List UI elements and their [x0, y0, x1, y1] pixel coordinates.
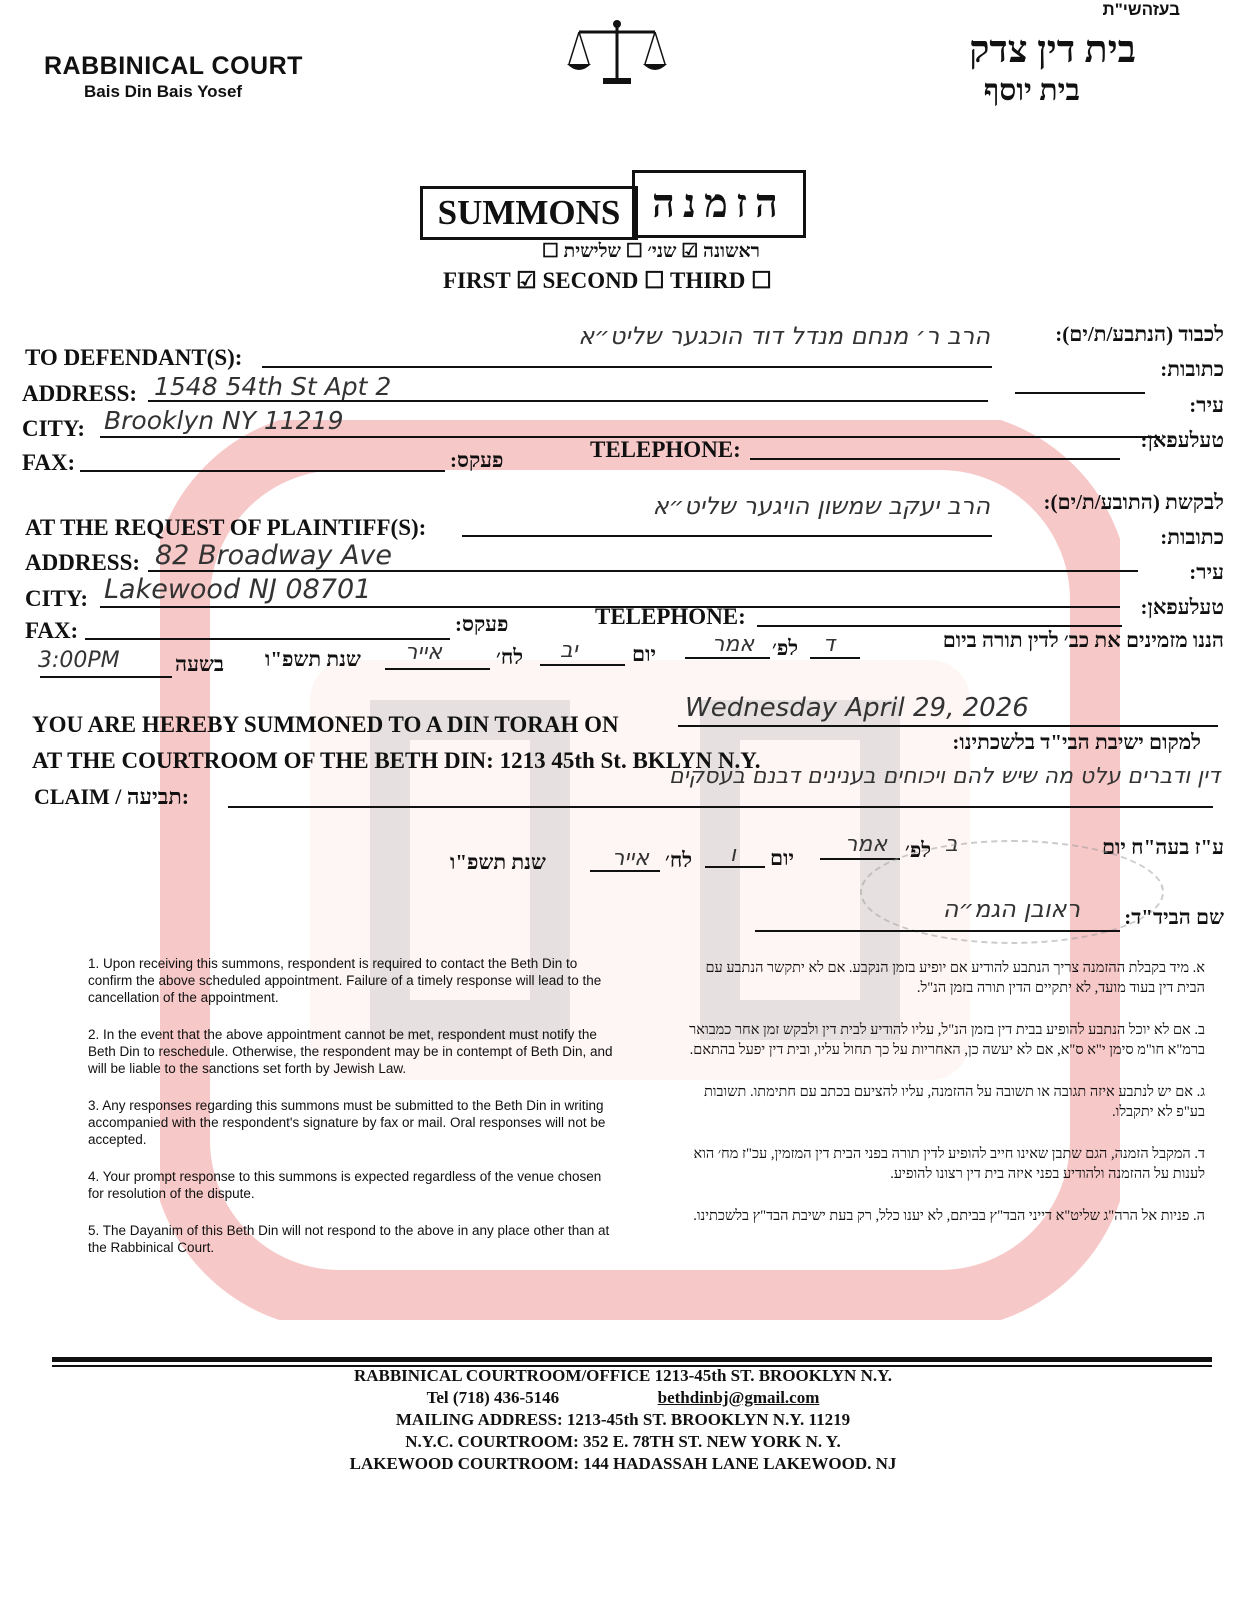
notes-he [680, 958, 1205, 1248]
court-stamp [860, 840, 1164, 944]
signature-name-line [755, 930, 1120, 932]
plaintiff-name-value: הרב יעקב שמשון הויגער שליט״א [652, 492, 990, 520]
summons-order-he: ראשונה ☑ שני׳ ☐ שלישית ☐ [541, 241, 760, 262]
plaintiff-city-label: CITY: [25, 586, 89, 611]
defendant-line [262, 366, 992, 368]
plaintiff-address-label: ADDRESS: [25, 550, 141, 575]
invite-day-line [810, 657, 860, 659]
signature-name-label-he: שם הביד"ד: [1124, 905, 1224, 929]
hearing-time-line [40, 676, 172, 678]
court-subname-en: Bais Din Bais Yosef [84, 82, 243, 101]
courtroom-label: AT THE COURTROOM OF THE BETH DIN: 1213 45th St. BKLYN N.Y. [32, 748, 761, 773]
plaintiff-label: AT THE REQUEST OF PLAINTIFF(S): [25, 515, 427, 540]
court-subname-he: בית יוסף [983, 74, 1080, 107]
summoned-label: YOU ARE HEREBY SUMMONED TO A DIN TORAH ON [32, 712, 619, 737]
invite-month-he: אייר [405, 640, 442, 665]
footer-rule-1 [52, 1357, 1212, 1362]
footer-lakewood: LAKEWOOD COURTROOM: 144 HADASSAH LANE LAKEWOOD. NJ [349, 1454, 897, 1473]
scales-of-justice-icon [565, 18, 669, 88]
signature-yom-he: יום [770, 846, 794, 870]
defendant-address-label-he: כתובות: [1160, 357, 1224, 381]
plaintiff-city-value: Lakewood NJ 08701 [104, 574, 372, 605]
note-en-4: 4. Your prompt response to this summons is expected regardless of the venue chosen for resolution of the dispute. [88, 1169, 602, 1201]
invite-he: הננו מזמינים את כב׳ לדין תורה ביום [942, 628, 1224, 652]
defendant-label: TO DEFENDANT(S): [25, 345, 243, 370]
signature-name-value: ראובן הגמ״ה [942, 895, 1080, 923]
defendant-fax-label: FAX: [22, 450, 76, 475]
plaintiff-label-he: לבקשת (התובע/ת/ים): [1043, 490, 1224, 514]
invite-year-he: שנת תשפ"ו [265, 647, 361, 671]
place-he: למקום ישיבת הבי"ד בלשכתינו: [952, 730, 1201, 754]
footer-nyc: N.Y.C. COURTROOM: 352 E. 78TH ST. NEW YORK N. Y. [405, 1432, 841, 1451]
defendant-city-label: CITY: [22, 416, 86, 441]
plaintiff-fax-label: FAX: [25, 618, 79, 643]
plaintiff-address-label-he: כתובות: [1160, 525, 1224, 549]
plaintiff-city-label-he: עיר: [1189, 560, 1224, 584]
note-he-2: ב. אם לא יוכל הנתבע להופיע בבית דין בזמן הנ"ל, עליו להודיע לבית דין ולבקש זמן אחר כמבואר ברמ"א חו"מ סימן י"א ס"א, אם לא יעשה כן, האחריות על כך תחול עליו, ובית דין יפעל בהתאם. [689, 1022, 1205, 1058]
summoned-date-line [678, 725, 1218, 727]
defendant-telephone-line [750, 458, 1120, 460]
top-right-hebrew: בעזהשי"ת [1102, 0, 1180, 19]
footer-tel: Tel (718) 436-5146 [426, 1388, 560, 1407]
defendant-fax-line [80, 470, 445, 472]
note-he-1: א. מיד בקבלת ההזמנה צריך הנתבע להודיע אם יופיע בזמן הנקבע. אם לא יתקשר הנתבע עם הבית דין בעוד מועד, לא יתקיים הדין תורה בזמן הנ"ל. [705, 960, 1205, 996]
defendant-phone-label-he: טעלעפאן: [1140, 428, 1224, 452]
claim-value: דין ודברים עלט מה שיש להם ויכוחים בענינים דבנם בעסקים [669, 764, 1220, 789]
summons-title-en: SUMMONS [437, 193, 621, 232]
defendant-name-value: הרב ר׳ מנחם מנדל דוד הוכגער שליט״א [578, 322, 990, 350]
claim-line [228, 806, 1213, 808]
footer-office: RABBINICAL COURTROOM/OFFICE 1213-45th ST. BROOKLYN N.Y. [353, 1366, 893, 1385]
defendant-city-label-he: עיר: [1189, 393, 1224, 417]
defendant-city-value: Brooklyn NY 11219 [104, 406, 344, 435]
note-en-2: 2. In the event that the above appointment cannot be met, respondent must notify the Beth Din to reschedule. Otherwise, the respondent may be in contempt of Beth Din, and will be liable to the sanctions set forth by Jewish Law. [88, 1027, 613, 1076]
summons-order-en: FIRST ☑ SECOND ☐ THIRD ☐ [443, 268, 772, 293]
invite-month-line [385, 668, 490, 670]
defendant-address-line-2 [1015, 392, 1145, 394]
summons-title-he: הזמנה [652, 181, 786, 226]
hearing-time-value: 3:00PM [38, 648, 120, 673]
plaintiff-fax-label-he: פעקס: [455, 612, 509, 636]
note-en-1: 1. Upon receiving this summons, respondent is required to contact the Beth Din to confirm the above scheduled appointment. Failure of a timely response will lead to the cancellation of the appointment. [88, 956, 602, 1005]
claim-label: CLAIM / תביעה: [34, 784, 190, 809]
notes-en [88, 955, 618, 1276]
footer-contact [0, 1388, 1246, 1408]
plaintiff-fax-line [85, 638, 450, 640]
note-en-5: 5. The Dayanim of this Beth Din will not respond to the above in any place other than at the Rabbinical Court. [88, 1223, 610, 1255]
defendant-telephone-label: TELEPHONE: [590, 437, 741, 462]
signature-per-he: ע"ז בעה"ח יום [1101, 835, 1224, 859]
invite-parsha-he: אמר [712, 632, 755, 657]
summons-title-he-box [632, 170, 806, 238]
invite-lefi-he: לפ׳ [772, 636, 799, 660]
invite-lach-he: לח׳ [496, 645, 524, 669]
signature-date-line [705, 866, 765, 868]
defendant-fax-label-he: פעקס: [450, 448, 504, 472]
signature-lach-he: לח׳ [665, 848, 693, 872]
invite-yom-he: יום [632, 642, 656, 666]
signature-year-he: שנת תשפ"ו [450, 850, 546, 874]
defendant-address-label: ADDRESS: [22, 381, 138, 406]
signature-date-he: ו [730, 842, 736, 867]
footer-mailing: MAILING ADDRESS: 1213-45th ST. BROOKLYN N.Y. 11219 [395, 1410, 851, 1429]
footer [0, 1366, 1246, 1474]
plaintiff-line [462, 535, 992, 537]
signature-day-he: ב [945, 832, 958, 857]
invite-date-line [540, 664, 625, 666]
defendant-label-he: לכבוד (הנתבע/ת/ים): [1055, 322, 1224, 346]
note-he-5: ה. פניות אל הרה"ג שליט"א דייני הבד"ץ בביתם, לא יענו כלל, רק בעת ישיבת הבד"ץ בלשכתינו. [693, 1208, 1205, 1224]
plaintiff-telephone-label: TELEPHONE: [595, 604, 746, 629]
plaintiff-telephone-line [757, 625, 1122, 627]
signature-lefi-he: לפ׳ [905, 838, 932, 862]
footer-email-link[interactable]: bethdinbj@gmail.com [657, 1388, 820, 1407]
plaintiff-address-value: 82 Broadway Ave [155, 540, 393, 571]
court-name-he: בית דין צדק [969, 29, 1136, 71]
defendant-address-value: 1548 54th St Apt 2 [154, 372, 392, 401]
invite-day-he: ד [823, 632, 836, 657]
court-name-en: RABBINICAL COURT [44, 52, 303, 80]
note-en-3: 3. Any responses regarding this summons must be submitted to the Beth Din in writing accompanied with the respondent's signature by fax or mail. Oral responses will not be accepted. [88, 1098, 606, 1147]
signature-month-line [590, 870, 660, 872]
plaintiff-phone-label-he: טעלעפאן: [1140, 595, 1224, 619]
signature-parsha-he: אמר [845, 832, 888, 857]
summons-title-box [420, 186, 638, 240]
hearing-date-value: Wednesday April 29, 2026 [685, 693, 1029, 723]
invite-hour-he: בשעה [175, 652, 224, 676]
invite-parsha-line [685, 657, 770, 659]
signature-parsha-line [820, 858, 900, 860]
invite-date-he: יב [560, 638, 578, 663]
note-he-4: ד. המקבל הזמנה, הגם שתבן שאינו חייב להופיע לדין תורה בפני הבית דין המזמין, עכ"ז מח׳ הוא לענות על ההזמנה ולהודיע בפני איזה בית דין רצונו להופיע. [693, 1146, 1205, 1182]
note-he-3: ג. אם יש לנתבע איזה תגובה או תשובה על ההזמנה, עליו להציעם בכתב עם חתימתו. תשובות בע"פ לא יתקבלו. [703, 1084, 1205, 1120]
signature-month-he: אייר [612, 846, 649, 871]
